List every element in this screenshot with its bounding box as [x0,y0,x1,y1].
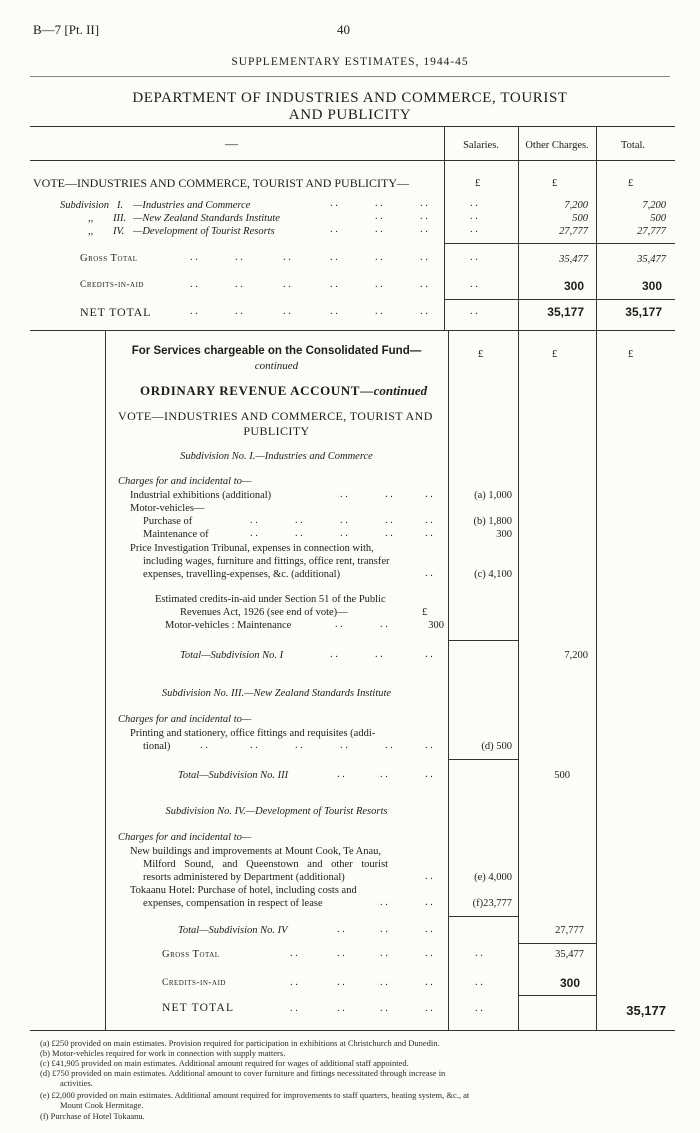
leader-dots: . . [235,306,243,317]
sub1-credits-amount: 300 [428,620,444,631]
leader-dots: . . [425,528,433,539]
leader-dots: . . [290,948,298,959]
ditto-mark: ,, [88,226,94,237]
summary-pound-salaries: £ [475,178,481,189]
leader-dots: . . [425,649,433,660]
sub1-amount: (a) 1,000 [474,490,512,501]
leader-dots: . . [470,306,478,317]
leader-dots: . . [470,279,478,290]
sub3-line: tional) [143,741,171,752]
detail-gross: 35,477 [555,949,584,960]
leader-dots: . . [337,769,345,780]
sub1-line: Purchase of [143,516,193,527]
leader-dots: . . [330,252,338,263]
leader-dots: . . [283,279,291,290]
leader-dots: . . [340,740,348,751]
sub1-line: Industrial exhibitions (additional) [130,490,272,501]
summary-net-total: 35,177 [625,305,662,319]
ordinary-revenue-heading: ORDINARY REVENUE ACCOUNT—continued [140,383,428,398]
sub1-credits-note: Motor-vehicles : Maintenance [165,620,292,631]
leader-dots: . . [425,515,433,526]
leader-dots: . . [375,279,383,290]
detail-pound-total: £ [628,349,634,360]
summary-row-total: 7,200 [642,200,666,211]
services-heading: For Services chargeable on the Consolidated Fund— [131,345,422,357]
detail-vote-heading-line2: PUBLICITY [243,424,310,438]
detail-net-label: NET TOTAL [162,1002,235,1014]
leader-dots: . . [290,977,298,988]
leader-dots: . . [250,528,258,539]
leader-dots: . . [330,649,338,660]
summary-credits-other: 300 [563,279,584,293]
leader-dots: . . [380,1003,388,1014]
footnote-e: (e) £2,000 provided on main estimates. Additional amount required for improvements to staff quarters, heating system, &c., at [40,1090,470,1100]
sub1-total-label: Total—Subdivision No. I [180,650,284,661]
sub1-line: Maintenance of [143,529,209,540]
leader-dots: . . [330,306,338,317]
sub4-amount: (f)23,777 [472,898,512,909]
sub4-line: expenses, compensation in respect of lease [143,898,323,909]
summary-row-num: IV. [113,226,125,237]
footnote-a: (a) £250 provided on main estimates. Provision required for participation in exhibitions at Christchurch and Dunedin. [40,1038,440,1048]
leader-dots: . . [425,924,433,935]
leader-dots: . . [420,306,428,317]
leader-dots: . . [475,948,483,959]
detail-credits-label: Credits-in-aid [162,978,226,988]
sub4-line: Tokaanu Hotel: Purchase of hotel, including costs and [130,885,357,896]
leader-dots: . . [200,740,208,751]
col-header-salaries: Salaries. [463,140,499,151]
leader-dots: . . [337,948,345,959]
sub3-line: Printing and stationery, office fittings and requisites (addi- [130,728,376,739]
ditto-mark: ,, [88,213,94,224]
leader-dots: . . [380,897,388,908]
sub1-charges-label: Charges for and incidental to— [118,476,252,487]
leader-dots: . . [295,740,303,751]
leader-dots: . . [425,568,433,579]
sub3-heading: Subdivision No. III.—New Zealand Standards Institute [161,688,392,699]
leader-dots: . . [385,515,393,526]
leader-dots: . . [335,619,343,630]
col-header-other-charges: Other Charges. [525,140,589,151]
leader-dots: . . [385,528,393,539]
sub1-amount: (b) 1,800 [473,516,512,527]
summary-net-label: NET TOTAL [80,305,152,319]
summary-gross-total: 35,477 [637,254,666,265]
department-title-line1: DEPARTMENT OF INDUSTRIES AND COMMERCE, TOURIST [132,90,568,106]
leader-dots: . . [235,279,243,290]
sub1-credits-note: Revenues Act, 1926 (see end of vote)— [180,607,348,618]
leader-dots: . . [420,211,428,222]
leader-dots: . . [425,769,433,780]
sub1-amount: 300 [496,529,512,540]
sub1-line: expenses, travelling-expenses, &c. (additional) [143,569,341,580]
summary-row-num: III. [113,213,127,224]
summary-row-label: —New Zealand Standards Institute [133,213,280,224]
summary-vote-heading: VOTE—INDUSTRIES AND COMMERCE, TOURIST AND PUBLICITY— [33,176,410,190]
leader-dots: . . [290,1003,298,1014]
document-reference: B—7 [Pt. II] [33,22,100,37]
summary-row-num: I. [117,200,124,211]
sub1-heading: Subdivision No. I.—Industries and Commerce [180,451,373,462]
leader-dots: . . [340,489,348,500]
services-heading-continued: continued [254,360,299,372]
running-title: SUPPLEMENTARY ESTIMATES, 1944-45 [231,56,469,68]
detail-credits: 300 [559,976,580,990]
department-title-line2: AND PUBLICITY [288,107,412,123]
sub3-total: 500 [554,770,570,781]
sub1-line: including wages, furniture and fittings, office rent, transfer [143,556,390,567]
footnote-b: (b) Motor-vehicles required for work in connection with supply matters. [40,1048,286,1058]
sub4-line: New buildings and improvements at Mount Cook, Te Anau, [130,846,382,857]
footnote-c: (c) £41,905 provided on main estimates. Additional amount required for wages of additional staff appointed. [40,1058,409,1068]
summary-row-total: 500 [650,213,666,224]
sub1-credits-note: Estimated credits-in-aid under Section 51 of the Public [155,594,386,605]
leader-dots: . . [420,279,428,290]
leader-dots: . . [295,515,303,526]
summary-row-other: 7,200 [564,200,588,211]
leader-dots: . . [425,489,433,500]
footnote-f: (f) Purchase of Hotel Tokaanu. [40,1111,145,1121]
summary-gross-label: Gross Total [80,253,138,264]
footnote-d: (d) £750 provided on main estimates. Additional amount to cover furniture and fittings necessitated through increase in [40,1068,446,1078]
leader-dots: . . [337,1003,345,1014]
leader-dots: . . [375,252,383,263]
leader-dots: . . [385,489,393,500]
leader-dots: . . [375,224,383,235]
leader-dots: . . [420,252,428,263]
subdivision-word: Subdivision [60,200,109,211]
summary-net-other: 35,177 [547,305,584,319]
leader-dots: . . [475,977,483,988]
leader-dots: . . [190,306,198,317]
sub1-line: Motor-vehicles— [130,503,205,514]
leader-dots: . . [337,977,345,988]
leader-dots: . . [425,977,433,988]
detail-net-total: 35,177 [626,1003,666,1018]
leader-dots: . . [375,198,383,209]
leader-dots: . . [250,515,258,526]
sub1-credits-pound: £ [422,607,428,618]
summary-row-label: —Industries and Commerce [133,200,251,211]
sub4-heading: Subdivision No. IV.—Development of Tourist Resorts [165,806,388,817]
summary-pound-other: £ [552,178,558,189]
leader-dots: . . [337,924,345,935]
leader-dots: . . [470,211,478,222]
leader-dots: . . [283,252,291,263]
leader-dots: . . [470,224,478,235]
sub4-total-label: Total—Subdivision No. IV [178,925,288,936]
sub3-total-label: Total—Subdivision No. III [178,770,289,781]
sub4-line: resorts administered by Department (additional) [143,872,345,883]
summary-gross-other: 35,477 [559,254,588,265]
sub3-charges-label: Charges for and incidental to— [118,714,252,725]
leader-dots: . . [190,252,198,263]
header-dash: — [225,136,238,151]
leader-dots: . . [340,515,348,526]
sub4-charges-label: Charges for and incidental to— [118,832,252,843]
leader-dots: . . [380,977,388,988]
leader-dots: . . [470,252,478,263]
leader-dots: . . [425,871,433,882]
leader-dots: . . [330,279,338,290]
leader-dots: . . [425,897,433,908]
detail-pound-salaries: £ [478,349,484,360]
sub4-amount: (e) 4,000 [474,872,512,883]
leader-dots: . . [380,948,388,959]
detail-pound-other: £ [552,349,558,360]
leader-dots: . . [340,528,348,539]
leader-dots: . . [420,224,428,235]
sub4-line: Milford Sound, and Queenstown and other tourist [143,859,389,870]
sub4-total: 27,777 [555,925,584,936]
leader-dots: . . [470,198,478,209]
page-number: 40 [337,22,350,37]
leader-dots: . . [425,740,433,751]
leader-dots: . . [250,740,258,751]
leader-dots: . . [330,224,338,235]
sub3-amount: (d) 500 [481,741,512,752]
summary-pound-total: £ [628,178,634,189]
leader-dots: . . [425,948,433,959]
leader-dots: . . [190,279,198,290]
leader-dots: . . [420,198,428,209]
footnote-e-cont: Mount Cook Hermitage. [60,1100,144,1110]
leader-dots: . . [295,528,303,539]
col-header-total: Total. [620,140,646,151]
leader-dots: . . [235,252,243,263]
leader-dots: . . [375,211,383,222]
sub1-line: Price Investigation Tribunal, expenses in connection with, [130,543,374,554]
sub1-amount: (c) 4,100 [474,569,512,580]
leader-dots: . . [375,649,383,660]
leader-dots: . . [380,619,388,630]
leader-dots: . . [475,1003,483,1014]
footnote-d-cont: activities. [60,1078,93,1088]
leader-dots: . . [283,306,291,317]
detail-gross-label: Gross Total [162,949,220,960]
detail-vote-heading: VOTE—INDUSTRIES AND COMMERCE, TOURIST AND [118,409,433,423]
summary-row-other: 27,777 [559,226,588,237]
summary-credits-total: 300 [641,279,662,293]
summary-credits-label: Credits-in-aid [80,280,144,290]
leader-dots: . . [385,740,393,751]
summary-row-label: —Development of Tourist Resorts [133,226,275,237]
summary-row-other: 500 [572,213,588,224]
leader-dots: . . [330,198,338,209]
leader-dots: . . [380,769,388,780]
summary-row-total: 27,777 [637,226,666,237]
leader-dots: . . [380,924,388,935]
leader-dots: . . [425,1003,433,1014]
leader-dots: . . [375,306,383,317]
sub1-total: 7,200 [564,650,588,661]
